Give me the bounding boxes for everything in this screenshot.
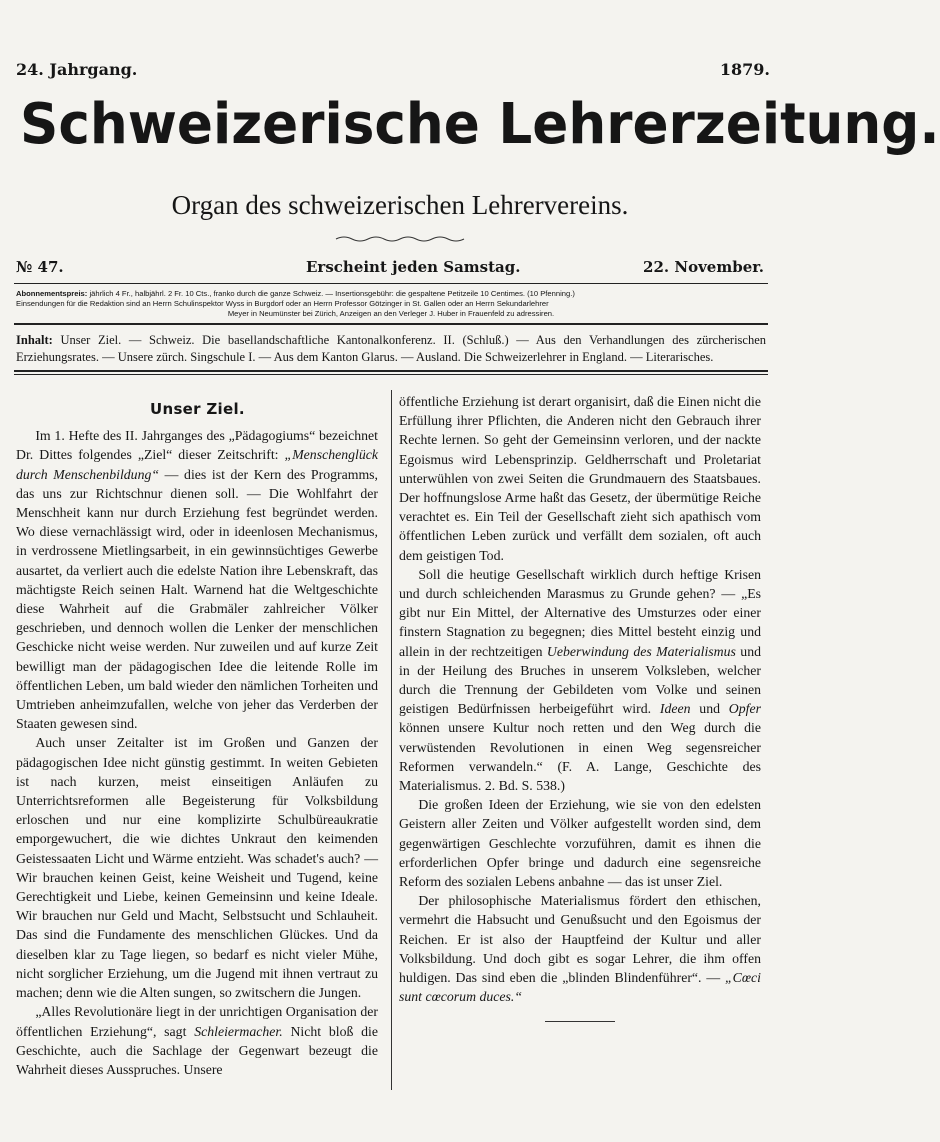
article-left-column <box>16 400 378 1079</box>
left-paragraph-1 <box>16 426 378 733</box>
contents-label: Inhalt: <box>16 333 53 347</box>
ornament-flourish <box>334 234 466 244</box>
contents-text: Unser Ziel. — Schweiz. Die basellandschaftliche Kantonalkonferenz. II. (Schluß.) — Aus den Verhandlungen des zürcherischen Erziehungsrates. — Unsere zürch. Singschule I. — Aus dem Kanton Glarus. — Ausland. Die Schweizerlehrer in England. — Literarisches. <box>16 333 766 364</box>
latin-quote: „Cœci sunt cœcorum duces.“ <box>399 970 761 1005</box>
left-p1-text: Im 1. Hefte des II. Jahrganges des „Pädagogiums“ bezeichnet Dr. Dittes folgendes „Ziel“ dieser Zeitschrift: <box>16 428 378 463</box>
right-p2-text-d: können unsere Kultur noch retten und den Weg durch die verwüstenden Revolutionen in einen Weg segensreicher Reformen verwandeln.“ (F. A. Lange, Geschichte des Materialismus. 2. Bd. S. 538.) <box>399 720 761 794</box>
right-p4-text: Der philosophische Materialismus fördert den ethischen, vermehrt die Habsucht und Genußsucht und den Egoismus der Reichen. Er ist also der Hauptfeind der Kultur und aller Volksbildung. Und doch gibt es sogar Lehrer, die ihm offen huldigen. Das sind eben die „blinden Blindenführer“. — <box>399 893 761 986</box>
subscription-text: jährlich 4 Fr., halbjährl. 2 Fr. 10 Cts., franko durch die ganze Schweiz. — Insertionsgebühr: die gespaltene Petitzeile 10 Centimes. (10 Pfenning.) <box>89 289 575 298</box>
rule-below-contents-thin <box>14 374 768 375</box>
issue-number: № 47. <box>16 258 64 276</box>
right-paragraph-3: Die großen Ideen der Erziehung, wie sie von den edelsten Geistern aller Zeiten und Völker aufgestellt worden sind, dem gegenwärtigen Geschlechte vorzuführen, damit es ihnen die erforderlichen Opfer bringe und dadurch eine segensreiche Reform des sozialen Lebens anbahne — das ist unser Ziel. <box>399 797 761 890</box>
ideen-emphasis: Ideen <box>659 701 691 717</box>
newspaper-subtitle: Organ des schweizerischen Lehrervereins. <box>171 190 629 220</box>
left-p3-text-cont: Nicht bloß die Geschichte, auch die Sachlage der Gegenwart bezeugt die Wahrheit dieses Ausspruches. Unsere <box>16 1023 379 1077</box>
right-paragraph-2 <box>399 565 761 795</box>
right-p2-text-c: und <box>699 701 720 717</box>
article-end-rule <box>545 1021 615 1022</box>
right-p2-text-b: und in der Heilung des Bruches in unserem Volksleben, welcher durch die Trennung der Gebildeten vom Volke und seinen geistigen Bedürfnissen herbeigeführt wird. <box>399 643 761 717</box>
opfer-emphasis: Opfer <box>728 701 761 717</box>
rule-below-contents <box>14 370 768 372</box>
article-right-column <box>399 392 761 1022</box>
issue-row <box>16 258 764 278</box>
left-p3-text: „Alles Revolutionäre liegt in der unrichtigen Organisation der öffentlichen Erziehung“, sagt <box>16 1004 378 1039</box>
publication-frequency: Erscheint jeden Samstag. <box>306 258 521 276</box>
submission-line: Einsendungen für die Redaktion sind an Herrn Schulinspektor Wyss in Burgdorf oder an Herrn Professor Götzinger in St. Gallen oder an Herrn Sekundarlehrer <box>16 299 549 308</box>
issue-date: 22. November. <box>643 258 764 276</box>
right-p2-text: Soll die heutige Gesellschaft wirklich durch heftige Krisen und durch schleichenden Marasmus zu Grunde gehen? — „Es gibt nur Ein Mittel, der Alternative des Umsturzes oder einer finstern Stagnation zu begegnen; dies Mittel besteht einzig und allein in der rechtzeitigen <box>399 566 761 659</box>
rule-under-issue <box>14 283 768 284</box>
right-paragraph-1: öffentliche Erziehung ist derart organisirt, daß die Einen nicht die Erfüllung ihrer Pflichten, die Anderen nicht den Gebrauch ihrer Rechte lernen. So geht der Gemeinsinn verloren, und der nackte Egoismus wird Lebensprinzip. Geldherrschaft und Proletariat unterwühlen von zwei Seiten die Grundmauern des Staatsbaues. Der hoffnungslose Arme haßt das Gesetz, der übermütige Reiche verachtet es. Ein Teil der Gesellschaft zieht sich apathisch vom öffentlichen Leben zurück und verfällt dem sozialen, oft auch dem geistigen Tod. <box>399 394 761 563</box>
subscription-label: Abonnementspreis: <box>16 289 88 298</box>
article-heading: Unser Ziel. <box>150 400 245 418</box>
left-paragraph-2: Auch unser Zeitalter ist im Großen und Ganzen der pädagogischen Idee nicht günstig gestimmt. In weiten Gebieten ist nach kurzen, meist einseitigen Anläufen zu Unterrichtsreformen alle Begeisterung für Volksbildung erloschen und nur eine komplizirte Schulbüreaukratie emporgewuchert, die wie dichtes Unkraut den keimenden Geistessaaten Licht und Wärme entzieht. Was schadet's auch? — Wir brauchen keinen Geist, keine Weisheit und Tugend, keine Gerechtigkeit und Liebe, keinen Gemeinsinn und keine Ideale. Wir brauchen nur Geld und Macht, Selbstsucht und Schlauheit. Das sind die Fundamente des menschlichen Glückes. Und da dieselben klar zu Tage liegen, so bedarf es nicht vieler Mühe, nicht sorglicher Erziehung, um die Jugend mit ihnen vertraut zu machen; denn wie die Alten sungen, so zwitschern die Jungen. <box>16 735 378 1001</box>
subscription-line <box>16 289 766 299</box>
year-label: 1879. <box>719 60 770 79</box>
right-paragraph-4 <box>399 891 761 1006</box>
left-p1-text-cont: — dies ist der Kern des Programms, das uns zur Richtschnur dienen soll. — Die Wohlfahrt der Menschheit kann nur durch Erziehung fest begründet werden. Wo diese vernachlässigt wird, oder in ideenlosen Mechanismus, in verdrossene Mietlingsarbeit, in ein gewinnsüchtiges Gewerbe ausartet, da verliert auch die edelste Nation ihre Lebenskraft, das mächtigste Reich seinen Halt. Warnend hat die Weltgeschichte diese Wahrheit auf die Grabmäler zahlreicher Völker geschrieben, und dennoch wollen die Lenker der menschlichen Geschicke nicht weise werden. Nur zuweilen und auf kurze Zeit bewilligt man der pädagogischen Idee die leitende Rolle im öffentlichen Leben, um bald wieder den nämlichen Torheiten und Umtrieben anheimzufallen, welche von jeher das Verderben der Staaten gewesen sind. <box>16 466 378 732</box>
left-paragraph-3 <box>16 1002 378 1079</box>
table-of-contents <box>16 332 766 366</box>
schleiermacher-name: Schleiermacher. <box>194 1023 283 1039</box>
address-line: Meyer in Neumünster bei Zürich, Anzeigen an den Verleger J. Huber in Frauenfeld zu adressiren. <box>227 309 555 318</box>
column-divider <box>391 390 392 1090</box>
top-line <box>16 60 770 80</box>
materialismus-emphasis: Ueberwindung des Materialismus <box>546 643 736 659</box>
rule-above-contents <box>14 323 768 325</box>
volume-label: 24. Jahrgang. <box>16 60 138 79</box>
newspaper-title: Schweizerische Lehrerzeitung. <box>20 92 940 157</box>
dittes-quote: „Menschenglück durch Menschenbildung“ <box>16 447 378 482</box>
